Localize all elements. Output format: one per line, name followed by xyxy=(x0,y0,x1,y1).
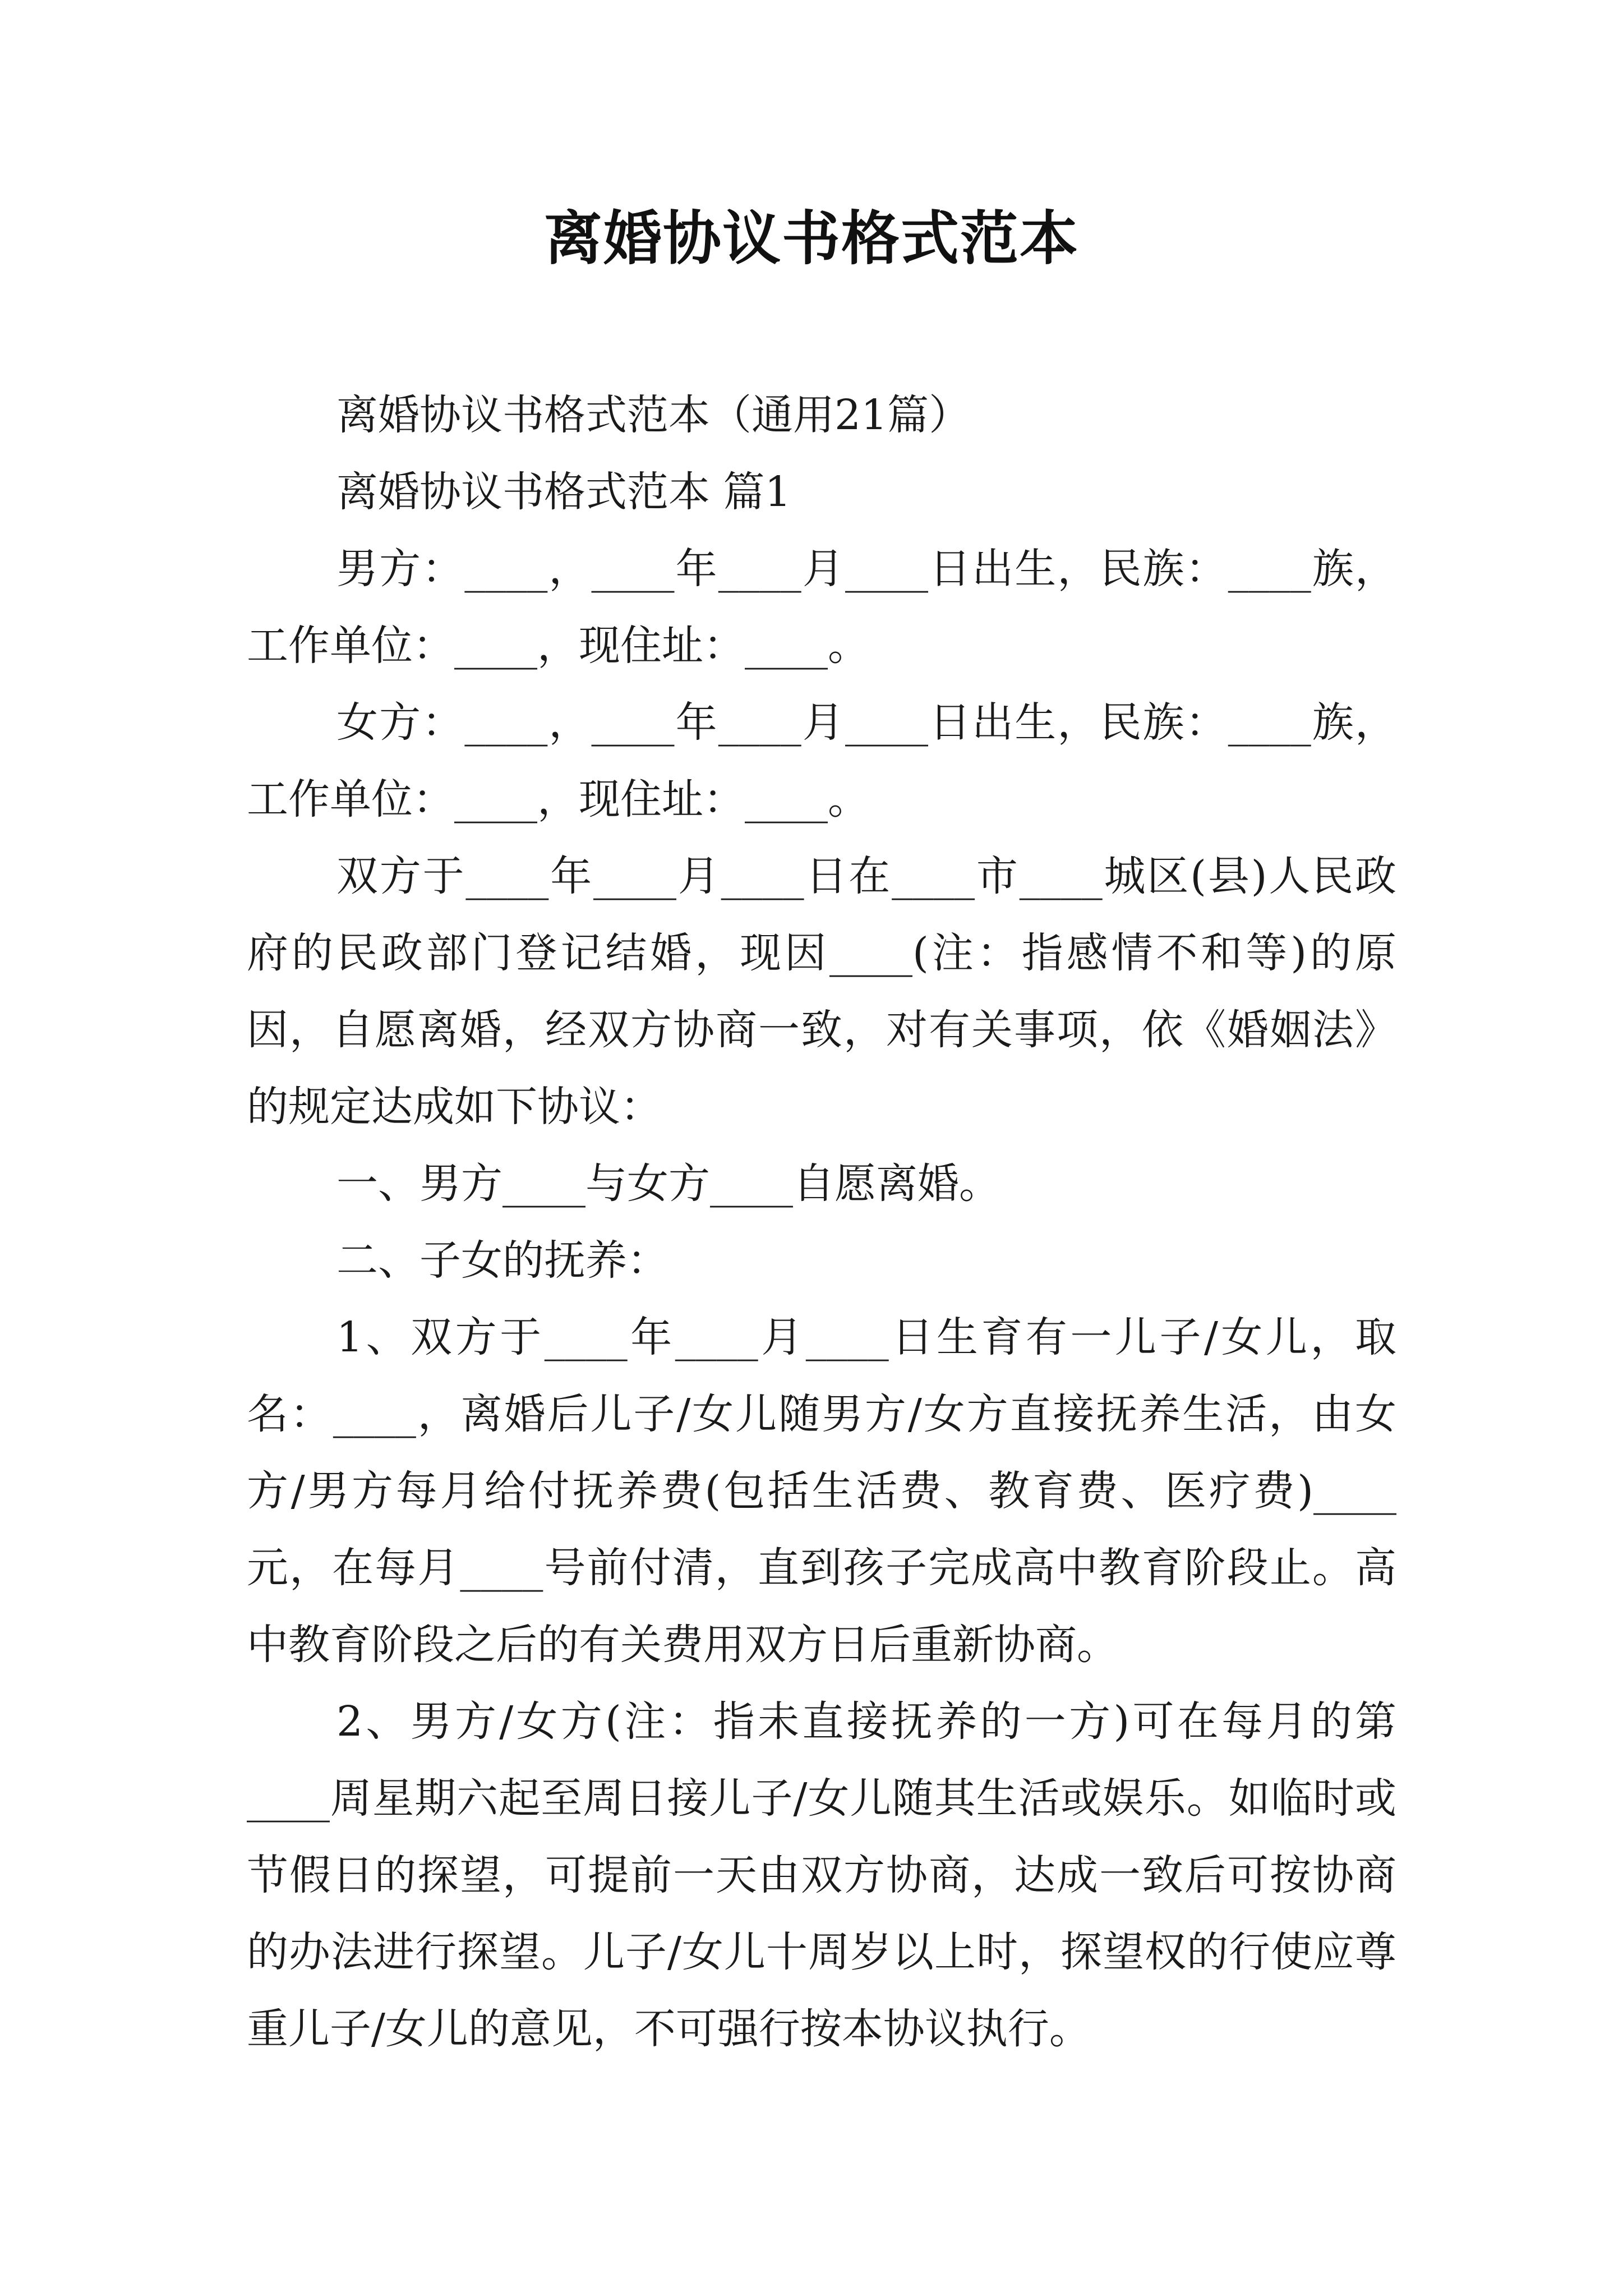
clause-one-paragraph: 一、男方____与女方____自愿离婚。 xyxy=(336,1159,1000,1208)
document-title: 离婚协议书格式范本 xyxy=(543,204,1079,273)
child-custody-paragraph: 1、双方于____年____月____日生育有一儿子/女儿，取名：____，离婚后儿子/女儿随男方/女方直接抚养生活，由女方/男方每月给付抚养费(包括生活费、教育费、医疗费)____元，在每月____号前付清，直到孩子完成高中教育阶段止。高中教育阶段之后的有关费用双方日后重新协商。 xyxy=(247,1313,1396,1669)
male-party-paragraph: 男方：____，____年____月____日出生，民族：____族，工作单位：____，现住址：____。 xyxy=(247,545,1396,670)
section-heading: 离婚协议书格式范本 篇1 xyxy=(336,468,791,516)
document-body xyxy=(247,377,1396,2068)
female-party-paragraph: 女方：____，____年____月____日出生，民族：____族，工作单位：____，现住址：____。 xyxy=(247,698,1396,823)
marriage-registration-paragraph: 双方于____年____月____日在____市____城区(县)人民政府的民政部门登记结婚，现因____(注：指感情不和等)的原因，自愿离婚，经双方协商一致，对有关事项，依《婚姻法》的规定达成如下协议： xyxy=(247,852,1396,1131)
clause-two-heading: 二、子女的抚养： xyxy=(336,1236,668,1285)
subtitle-paragraph: 离婚协议书格式范本（通用21篇） xyxy=(336,391,971,439)
visitation-paragraph: 2、男方/女方(注：指未直接抚养的一方)可在每月的第____周星期六起至周日接儿子/女儿随其生活或娱乐。如临时或节假日的探望，可提前一天由双方协商，达成一致后可按协商的办法进行探望。儿子/女儿十周岁以上时，探望权的行使应尊重儿子/女儿的意见，不可强行按本协议执行。 xyxy=(247,1697,1396,2053)
